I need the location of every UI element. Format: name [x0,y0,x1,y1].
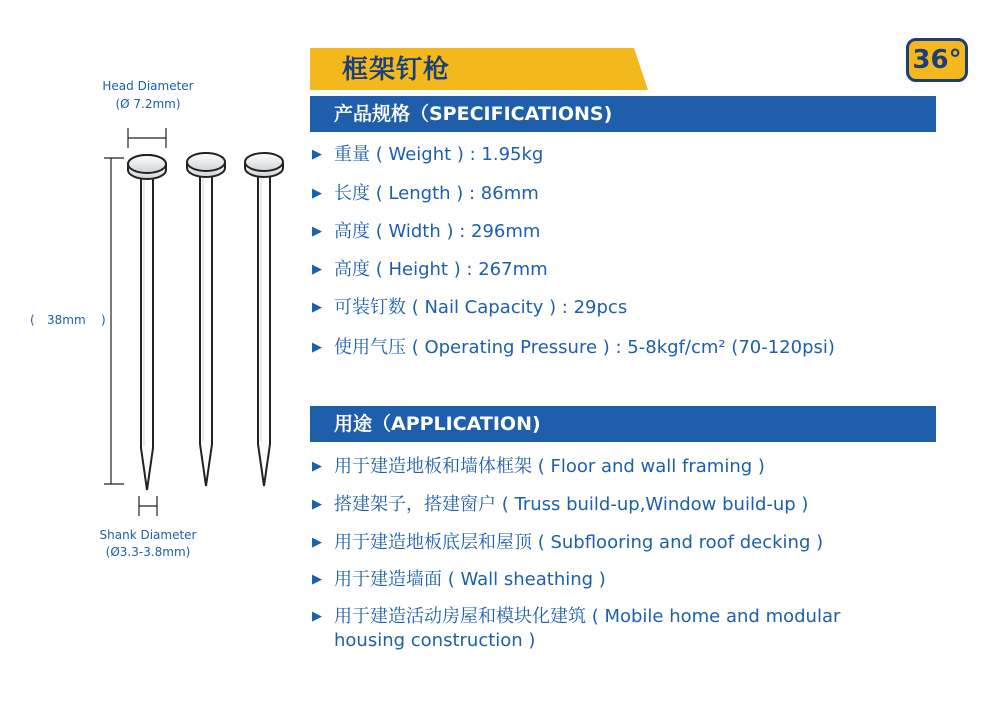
spec-item [310,296,950,320]
application-list [310,455,910,653]
spec-item [310,220,950,244]
head-diameter-dimension [128,128,166,148]
bullet-icon: ▶ [312,340,322,355]
application-item-text: 用于建造地板底层和屋顶 ( Subflooring and roof decking ) [334,532,824,553]
application-item [310,531,910,555]
angle-badge: 36° [906,38,968,82]
spec-item [310,258,950,282]
spec-item-text: 高度 ( Height ) : 267mm [334,259,548,280]
head-diameter-label: Head Diameter [102,79,194,93]
bullet-icon: ▶ [312,609,322,624]
nail-1 [128,155,166,490]
bullet-icon: ▶ [312,224,322,239]
application-item [310,605,910,653]
length-value: 38mm [47,313,86,327]
bullet-icon: ▶ [312,186,322,201]
length-close-paren: ) [101,313,106,327]
spec-item [310,143,950,167]
length-open-paren: ( [30,313,35,327]
specifications-list [310,143,950,360]
bullet-icon: ▶ [312,459,322,474]
spec-item-text: 使用气压 ( Operating Pressure ) : 5-8kgf/cm² (70-120psi) [334,337,835,358]
shank-diameter-dimension [139,496,157,516]
spec-item-text: 可装钉数 ( Nail Capacity ) : 29pcs [334,297,628,318]
application-item [310,455,910,479]
application-item-text: 用于建造墙面 ( Wall sheathing ) [334,569,606,590]
specifications-heading: 产品规格（SPECIFICATIONS) [310,96,936,132]
head-diameter-value: (Ø 7.2mm) [115,97,181,111]
bullet-icon: ▶ [312,262,322,277]
nail-diagram [0,0,300,700]
spec-item [310,336,950,360]
nail-3 [245,153,283,486]
bullet-icon: ▶ [312,572,322,587]
shank-diameter-value: (Ø3.3-3.8mm) [105,545,191,559]
bullet-icon: ▶ [312,300,322,315]
spec-item-text: 高度 ( Width ) : 296mm [334,221,541,242]
spec-item-text: 长度 ( Length ) : 86mm [334,183,539,204]
bullet-icon: ▶ [312,497,322,512]
application-item-text: 用于建造地板和墙体框架 ( Floor and wall framing ) [334,456,765,477]
page-title: 框架钉枪 [342,55,451,85]
nail-2 [187,153,225,486]
spec-item [310,182,950,206]
application-item [310,568,910,592]
bullet-icon: ▶ [312,147,322,162]
application-item-text: 搭建架子，搭建窗户 ( Truss build-up,Window build-up ) [334,494,809,515]
bullet-icon: ▶ [312,535,322,550]
application-item-text: 用于建造活动房屋和模块化建筑 ( Mobile home and modular housing construction ) [334,606,841,651]
spec-item-text: 重量 ( Weight ) : 1.95kg [334,144,544,165]
application-item [310,493,910,517]
shank-diameter-label: Shank Diameter [99,528,197,542]
application-heading: 用途（APPLICATION) [310,406,936,442]
length-dimension [104,158,124,484]
